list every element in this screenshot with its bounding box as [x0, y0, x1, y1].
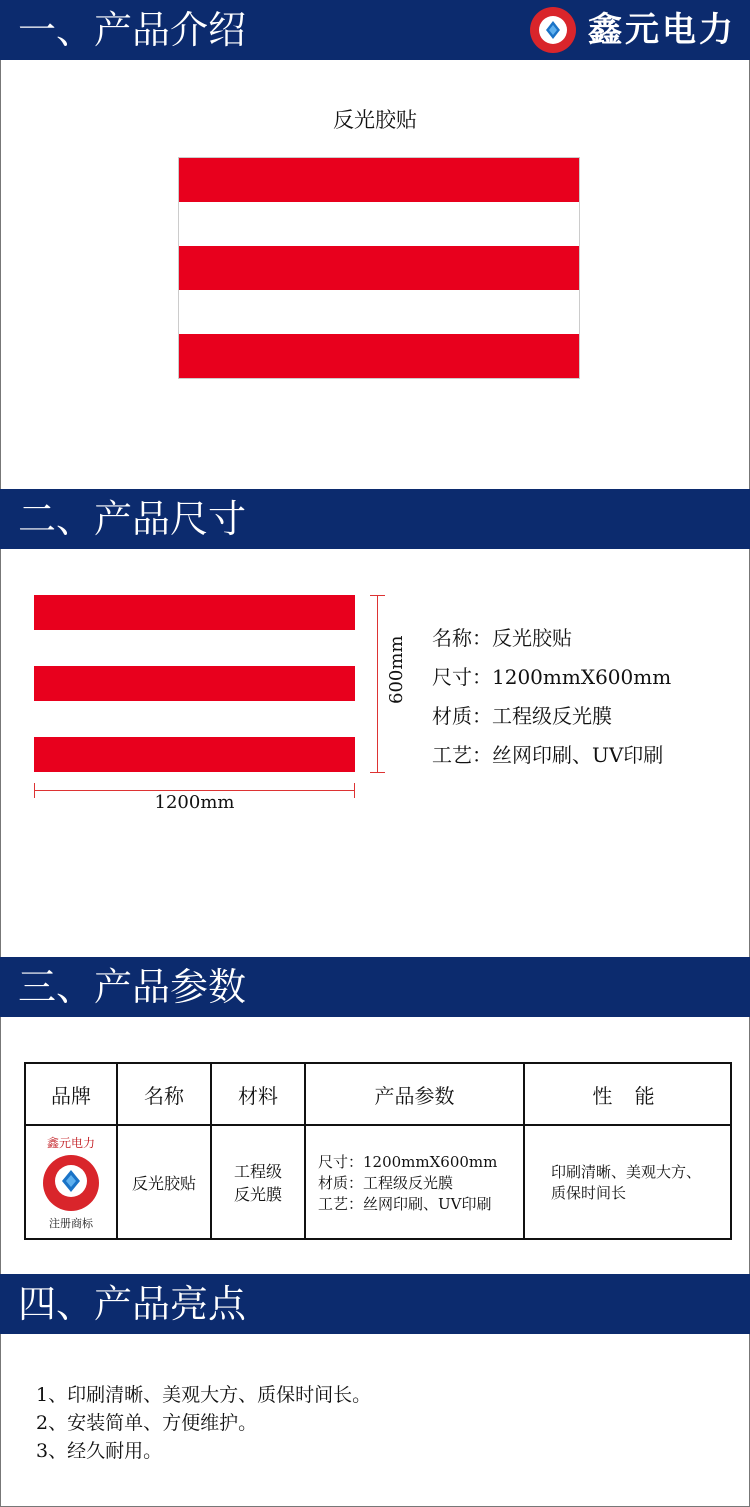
width-dimension-line [34, 790, 355, 791]
section-title: 二、产品尺寸 [18, 497, 247, 541]
highlight-item: 2、安装简单、方便维护。 [36, 1412, 258, 1434]
performance-cell [524, 1125, 731, 1239]
brand-cell-name: 鑫元电力 [46, 1135, 95, 1150]
section-title: 四、产品亮点 [18, 1282, 247, 1326]
spec-process: 工艺：丝网印刷、UV印刷 [432, 743, 664, 767]
registered-trademark-label: 注册商标 [49, 1216, 93, 1230]
col-header-performance: 性 能 [524, 1063, 731, 1125]
height-dimension-line [377, 595, 378, 773]
performance-line: 质保时间长 [551, 1184, 627, 1202]
height-dimension-tick [370, 595, 385, 596]
col-header-params: 产品参数 [305, 1063, 524, 1125]
table-header-row [25, 1063, 731, 1125]
section-title: 一、产品介绍 [18, 8, 247, 52]
product-size-image [34, 595, 355, 772]
brand-emblem-icon [43, 1155, 99, 1211]
name-cell: 反光胶贴 [117, 1125, 211, 1239]
col-header-material: 材料 [211, 1063, 305, 1125]
section-title: 三、产品参数 [18, 965, 247, 1009]
section-header-size [0, 489, 750, 549]
height-label: 600mm [386, 635, 407, 704]
params-table [24, 1062, 732, 1240]
brand-logo [530, 4, 736, 56]
material-line: 反光膜 [233, 1185, 282, 1204]
brand-name: 鑫元电力 [588, 10, 736, 50]
params-cell [305, 1125, 524, 1239]
product-image [179, 158, 579, 378]
width-label: 1200mm [154, 792, 235, 813]
spec-name: 名称：反光胶贴 [432, 626, 572, 650]
product-caption: 反光胶贴 [333, 108, 417, 132]
material-line: 工程级 [233, 1162, 282, 1181]
table-row [25, 1125, 731, 1239]
col-header-name: 名称 [117, 1063, 211, 1125]
spec-material: 材质：工程级反光膜 [432, 704, 612, 728]
section-header-highlights [0, 1274, 750, 1334]
section-header-intro [0, 0, 750, 60]
performance-line: 印刷清晰、美观大方、 [551, 1163, 702, 1181]
material-cell [211, 1125, 305, 1239]
brand-cell [25, 1125, 117, 1239]
brand-emblem-icon [530, 7, 576, 53]
params-line: 尺寸：1200mmX600mm [318, 1152, 498, 1171]
highlight-item: 3、经久耐用。 [36, 1440, 163, 1462]
section-header-params [0, 957, 750, 1017]
spec-size: 尺寸：1200mmX600mm [432, 665, 672, 689]
params-line: 材质：工程级反光膜 [318, 1173, 454, 1192]
params-line: 工艺：丝网印刷、UV印刷 [318, 1194, 492, 1213]
height-dimension-tick [370, 772, 385, 773]
highlight-item: 1、印刷清晰、美观大方、质保时间长。 [36, 1384, 372, 1406]
col-header-brand: 品牌 [25, 1063, 117, 1125]
